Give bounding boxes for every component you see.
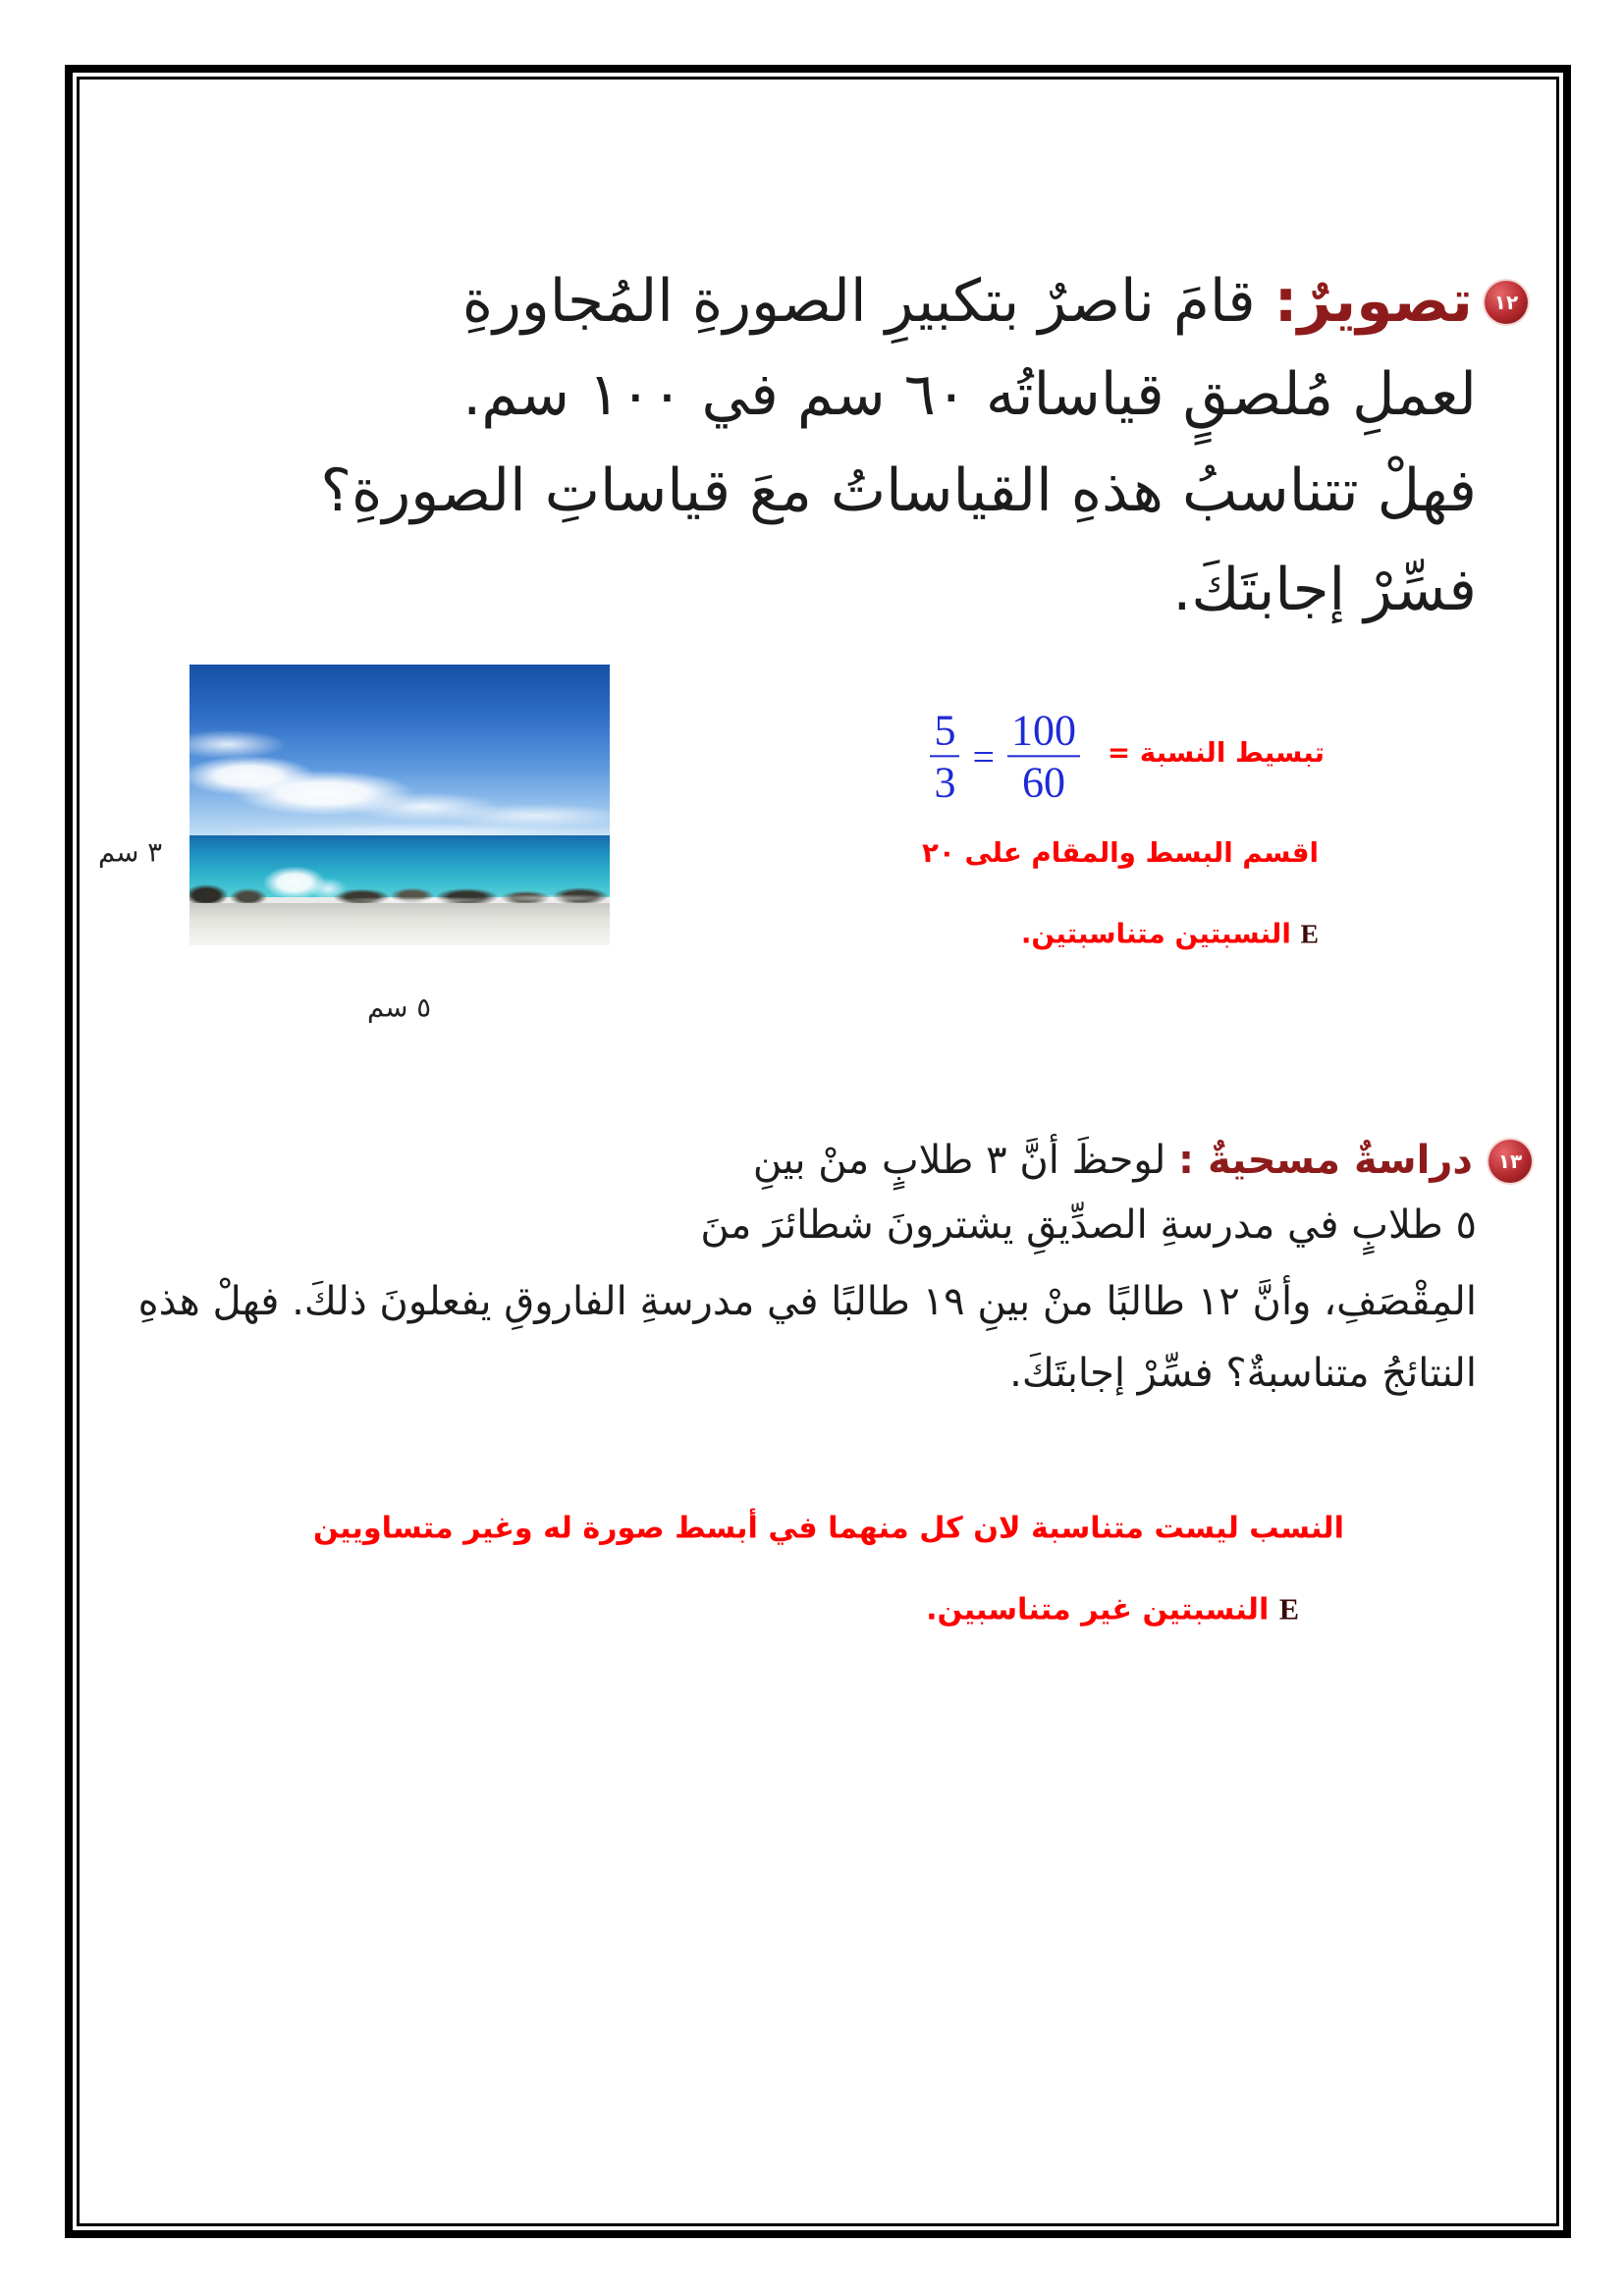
fraction-original xyxy=(1007,708,1080,805)
problem-text-line: المِقْصَفِ، وأنَّ ١٢ طالبًا منْ بينِ ١٩ طالبًا في مدرسةِ الفاروقِ يفعلونَ ذلكَ. فهلْ هذهِ xyxy=(137,1278,1477,1324)
fraction-simplified xyxy=(930,708,959,805)
problem-text: قامَ ناصرٌ بتكبيرِ الصورةِ المُجاورةِ xyxy=(461,268,1256,337)
photo-height-label: ٣ سم xyxy=(98,836,162,869)
problem-number-badge xyxy=(1485,281,1528,324)
answer-step: اقسم البسط والمقام على ٢٠ xyxy=(921,836,1319,870)
problem-text-line: لعملِ مُلصقٍ قياساتُه ٦٠ سم في ١٠٠ سم. xyxy=(462,361,1477,430)
ratio-expression xyxy=(930,708,1080,805)
problem-text-line: ٥ طلابٍ في مدرسةِ الصدِّيقِ يشترونَ شطائرَ منَ xyxy=(700,1201,1477,1248)
answer-conclusion xyxy=(926,1587,1299,1631)
problem-heading: دراسةٌ مسحيةٌ : xyxy=(1178,1137,1473,1183)
conclusion-text: النسبتين متناسبتين. xyxy=(1020,917,1291,950)
fraction-denominator: 60 xyxy=(1022,758,1065,807)
problem-text-line: فسِّرْ إجابتَكَ. xyxy=(1172,557,1477,625)
equals-sign: = xyxy=(972,734,995,779)
photo-width-label: ٥ سم xyxy=(367,991,431,1024)
fraction-numerator: 100 xyxy=(1011,706,1076,755)
problem-text-line: النتائجُ متناسبةٌ؟ فسِّرْ إجابتَكَ. xyxy=(1009,1350,1477,1396)
answer-conclusion xyxy=(1021,914,1319,956)
therefore-symbol: E xyxy=(1300,919,1319,950)
problem-number-badge xyxy=(1489,1140,1532,1183)
photo-clouds xyxy=(189,665,610,838)
problem-text: لوحظَ أنَّ ٣ طلابٍ منْ بينِ xyxy=(752,1137,1166,1183)
photo-wave-foam xyxy=(189,861,610,909)
answer-reason: النسب ليست متناسبة لان كل منهما في أبسط صورة له وغير متساويين xyxy=(313,1511,1344,1546)
simplify-label: تبسيط النسبة = xyxy=(1107,736,1325,770)
problem-text-line: فهلْ تتناسبُ هذهِ القياساتُ معَ قياساتِ الصورةِ؟ xyxy=(320,457,1477,526)
problem-number: ١٣ xyxy=(1497,1149,1523,1173)
therefore-symbol: E xyxy=(1278,1592,1299,1627)
fraction-numerator: 5 xyxy=(934,706,956,755)
fraction-denominator: 3 xyxy=(934,758,956,807)
conclusion-text: النسبتين غير متناسبين. xyxy=(926,1592,1270,1628)
problem-heading: تصويرٌ: xyxy=(1273,268,1473,337)
problem-text-line xyxy=(462,258,1473,347)
beach-photo xyxy=(189,665,610,945)
photo-sand xyxy=(189,903,610,945)
problem-number: ١٢ xyxy=(1493,291,1519,314)
problem-text-line xyxy=(753,1131,1473,1190)
